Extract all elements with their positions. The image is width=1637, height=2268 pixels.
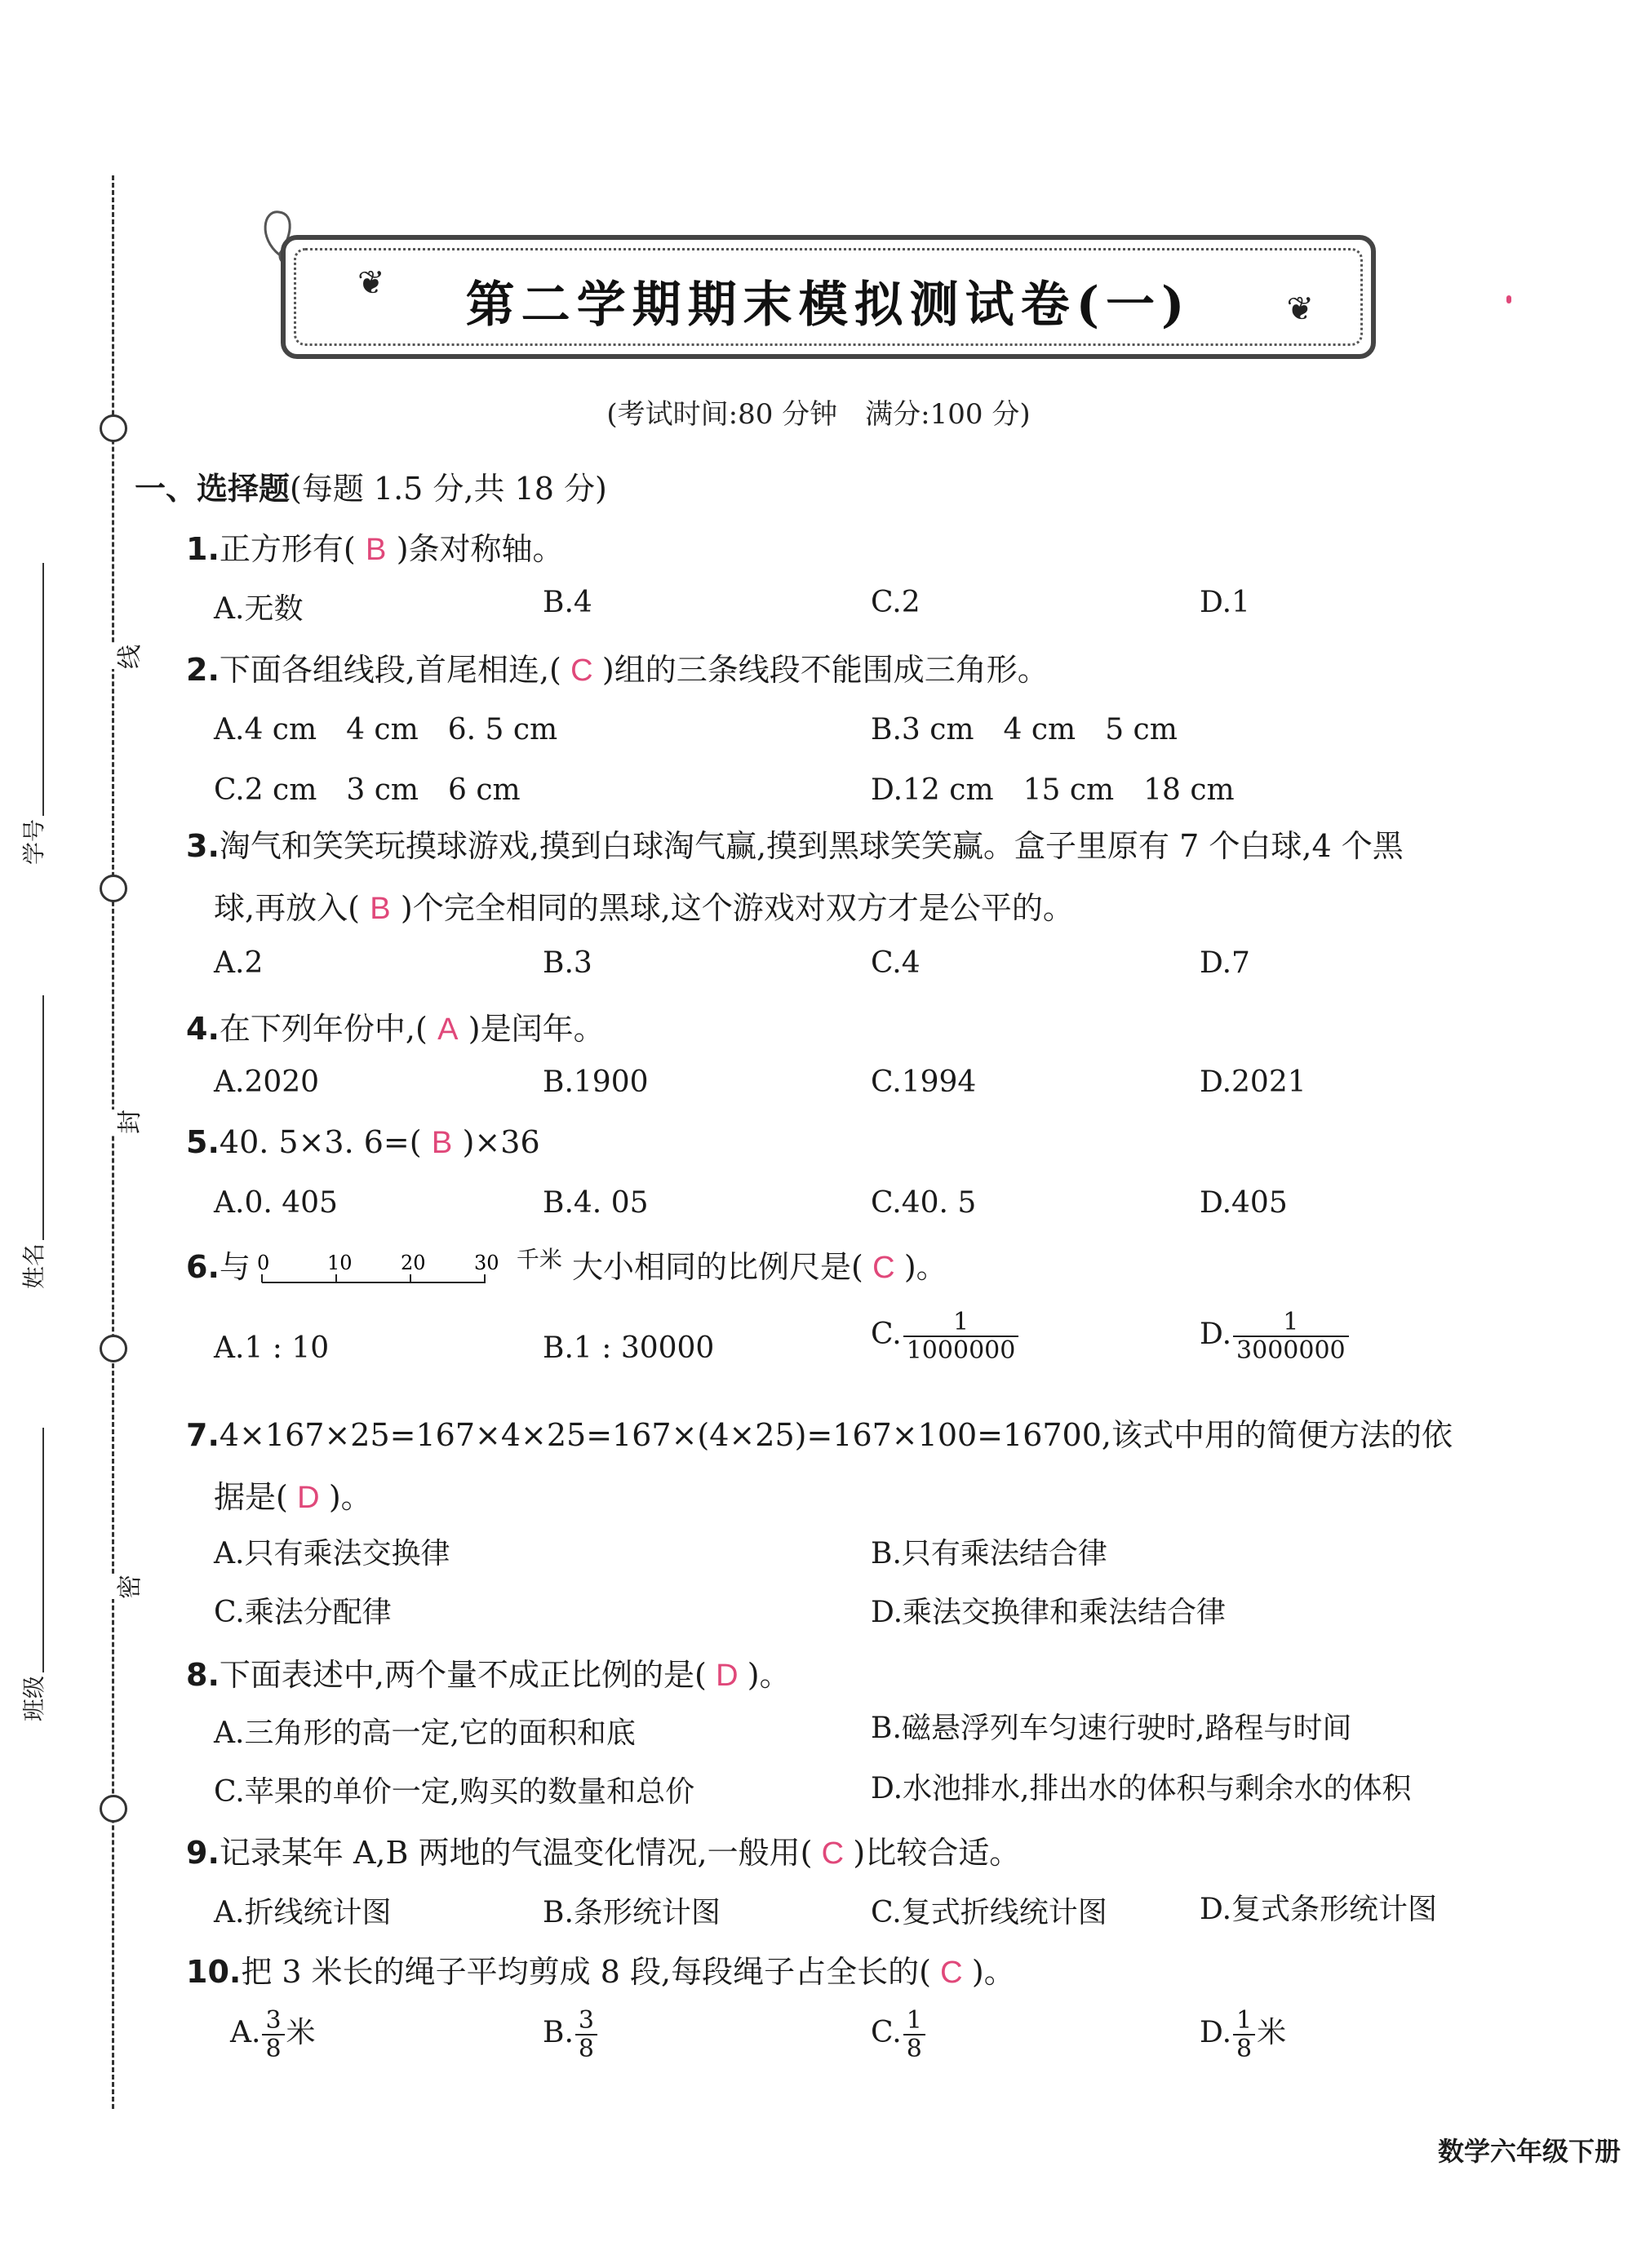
option-b: B.3 bbox=[543, 946, 592, 980]
butterfly-icon: ❦ bbox=[357, 264, 385, 302]
option-d: D.1 bbox=[1200, 586, 1250, 619]
option-b: B.4. 05 bbox=[543, 1186, 649, 1220]
question-9: 9.记录某年 A,B 两地的气温变化情况,一般用( C )比较合适。 bbox=[186, 1835, 1021, 1871]
option-b: B.条形统计图 bbox=[543, 1896, 721, 1929]
answer-mark: D bbox=[716, 1659, 739, 1693]
binding-hole bbox=[100, 1335, 127, 1362]
option-d: D.12 cm 15 cm 18 cm bbox=[871, 773, 1235, 807]
option-c: C.2 bbox=[871, 586, 921, 619]
butterfly-icon: ❦ bbox=[1286, 290, 1314, 328]
option-c: C.乘法分配律 bbox=[214, 1596, 392, 1629]
scale-unit: 千米 bbox=[516, 1246, 562, 1273]
question-2: 2.下面各组线段,首尾相连,( C )组的三条线段不能围成三角形。 bbox=[186, 652, 1049, 688]
exam-subtitle: (考试时间:80 分钟 满分:100 分) bbox=[606, 398, 1031, 431]
option-d: D.复式条形统计图 bbox=[1200, 1893, 1438, 1926]
option-d: D.405 bbox=[1200, 1186, 1288, 1220]
name-label: 姓名 bbox=[20, 1243, 47, 1289]
section-heading: 一、选择题(每题 1.5 分,共 18 分) bbox=[135, 471, 607, 507]
option-d: D.乘法交换律和乘法结合律 bbox=[871, 1596, 1227, 1629]
option-b: B.1900 bbox=[543, 1065, 649, 1099]
question-3-line-2: 球,再放入( B )个完全相同的黑球,这个游戏对双方才是公平的。 bbox=[214, 890, 1074, 926]
answer-mark: D bbox=[297, 1481, 320, 1515]
answer-mark: C bbox=[940, 1956, 963, 1990]
answer-mark: C bbox=[872, 1251, 895, 1285]
scale-tick: 10 bbox=[326, 1251, 353, 1274]
option-a: A.4 cm 4 cm 6. 5 cm bbox=[214, 713, 558, 746]
scale-tick: 30 bbox=[473, 1251, 499, 1274]
answer-mark: B bbox=[431, 1126, 453, 1160]
question-5: 5.40. 5×3. 6=( B )×36 bbox=[186, 1124, 540, 1160]
option-c: C.苹果的单价一定,购买的数量和总价 bbox=[214, 1775, 695, 1809]
option-a: A.无数 bbox=[214, 592, 304, 626]
option-c: C. $\frac{1}{1000000}$ bbox=[871, 1309, 1020, 1364]
option-b: B.只有乘法结合律 bbox=[871, 1537, 1107, 1570]
answer-mark: B bbox=[366, 533, 387, 567]
class-field[interactable] bbox=[42, 1428, 44, 1672]
option-c: C.4 bbox=[871, 946, 921, 980]
binding-hole bbox=[100, 875, 127, 902]
option-a: A.折线统计图 bbox=[214, 1896, 392, 1929]
line-scale bbox=[257, 1250, 510, 1291]
name-field[interactable] bbox=[42, 995, 44, 1240]
class-label: 班级 bbox=[20, 1675, 47, 1721]
option-d: D.水池排水,排出水的体积与剩余水的体积 bbox=[871, 1772, 1412, 1805]
binding-hole bbox=[100, 1795, 127, 1823]
option-c: C.复式折线统计图 bbox=[871, 1896, 1107, 1929]
margin-word-feng: 封 bbox=[106, 1110, 149, 1134]
answer-mark: C bbox=[821, 1836, 845, 1871]
option-d: D. $\frac{1}{3000000}$ bbox=[1200, 1309, 1351, 1364]
option-c: C. $\frac{1}{8}$ bbox=[871, 2007, 927, 2062]
option-a: A.只有乘法交换律 bbox=[214, 1537, 450, 1570]
margin-word-mi: 密 bbox=[106, 1575, 149, 1599]
question-7: 7.4×167×25=167×4×25=167×(4×25)=167×100=16700,该式中用的简便方法的依 bbox=[186, 1417, 1453, 1453]
option-a: A.1 : 10 bbox=[214, 1331, 330, 1365]
answer-mark: B bbox=[370, 892, 391, 926]
option-b: B. $\frac{3}{8}$ bbox=[543, 2007, 599, 2062]
option-a: A.三角形的高一定,它的面积和底 bbox=[214, 1717, 636, 1750]
margin-word-xian: 线 bbox=[106, 645, 149, 669]
scale-tick: 0 bbox=[256, 1251, 270, 1274]
option-b: B.磁悬浮列车匀速行驶时,路程与时间 bbox=[871, 1712, 1352, 1745]
question-10: 10.把 3 米长的绳子平均剪成 8 段,每段绳子占全长的( C )。 bbox=[186, 1954, 1015, 1990]
option-a: A. $\frac{3}{8}$ 米 bbox=[230, 2006, 316, 2063]
option-d: D. $\frac{1}{8}$ 米 bbox=[1200, 2006, 1287, 2063]
question-8: 8.下面表述中,两个量不成正比例的是( D )。 bbox=[186, 1657, 791, 1693]
option-c: C.40. 5 bbox=[871, 1186, 977, 1220]
scale-tick: 20 bbox=[400, 1251, 426, 1274]
title-banner bbox=[281, 235, 1376, 359]
option-b: B.4 bbox=[543, 586, 592, 619]
option-d: D.7 bbox=[1200, 946, 1250, 980]
question-6: 6.与 0 10 20 30 $^{千米}$ 大小相同的比例尺是( C )。 bbox=[186, 1242, 947, 1291]
question-4: 4.在下列年份中,( A )是闰年。 bbox=[186, 1011, 605, 1047]
red-dot bbox=[1506, 295, 1511, 303]
option-a: A.2020 bbox=[214, 1065, 320, 1099]
student-id-label: 学号 bbox=[20, 818, 47, 865]
option-a: A.2 bbox=[214, 946, 264, 980]
option-c: C.1994 bbox=[871, 1065, 977, 1099]
option-d: D.2021 bbox=[1200, 1065, 1306, 1099]
question-7-line-2: 据是( D )。 bbox=[214, 1479, 372, 1515]
answer-mark: C bbox=[570, 653, 593, 688]
answer-mark: A bbox=[437, 1012, 459, 1047]
exam-title: 第二学期期末模拟测试卷(一) bbox=[465, 277, 1191, 334]
option-c: C.2 cm 3 cm 6 cm bbox=[214, 773, 521, 807]
question-1: 1.正方形有( B )条对称轴。 bbox=[186, 531, 564, 567]
option-a: A.0. 405 bbox=[214, 1186, 338, 1220]
question-3: 3.淘气和笑笑玩摸球游戏,摸到白球淘气赢,摸到黑球笑笑赢。盒子里原有 7 个白球,4 个黑 bbox=[186, 828, 1404, 864]
option-b: B.1 : 30000 bbox=[543, 1331, 715, 1365]
student-id-field[interactable] bbox=[42, 563, 44, 816]
option-b: B.3 cm 4 cm 5 cm bbox=[871, 713, 1178, 746]
book-footer: 数学六年级下册 bbox=[1437, 2136, 1621, 2167]
